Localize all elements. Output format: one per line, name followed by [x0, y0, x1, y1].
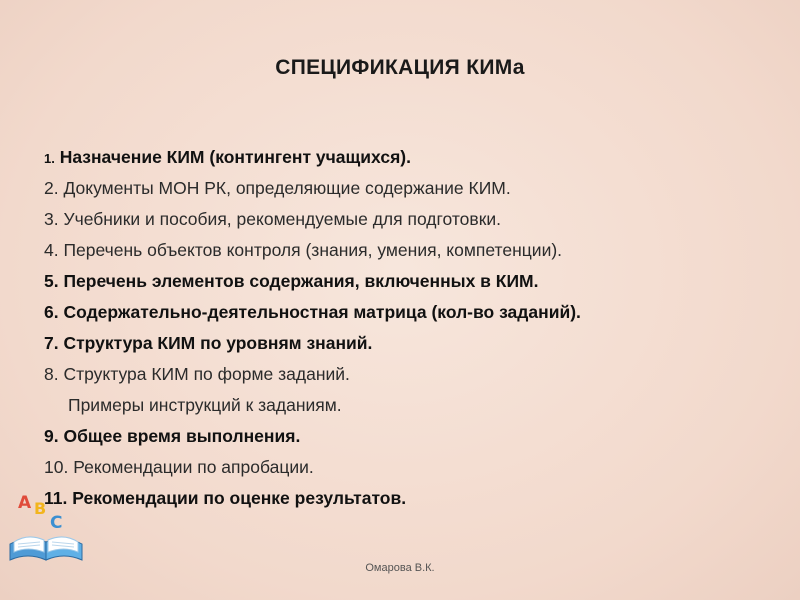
list-item	[44, 142, 784, 173]
list-item	[44, 328, 784, 359]
svg-text:A: A	[18, 493, 32, 513]
item-number: 8.	[44, 364, 59, 384]
item-number: 5.	[44, 271, 59, 291]
item-text: Общее время выполнения.	[58, 426, 301, 446]
abc-book-icon	[6, 486, 86, 566]
item-text: Назначение КИМ (контингент учащихся).	[54, 147, 411, 167]
list-item	[44, 452, 784, 483]
item-text: Рекомендации по оценке результатов.	[67, 488, 407, 508]
item-text: Структура КИМ по форме заданий.	[58, 364, 350, 384]
item-text: Учебники и пособия, рекомендуемые для подготовки.	[58, 209, 501, 229]
item-text: Документы МОН РК, определяющие содержание КИМ.	[58, 178, 511, 198]
list-item	[44, 421, 784, 452]
list-item	[44, 266, 784, 297]
item-number: 4.	[44, 240, 59, 260]
list-item	[44, 204, 784, 235]
item-text: Примеры инструкций к заданиям.	[68, 395, 342, 415]
list-item	[44, 235, 784, 266]
item-number: 9.	[44, 426, 59, 446]
item-text: Перечень объектов контроля (знания, умения, компетенции).	[58, 240, 563, 260]
list-item	[44, 297, 784, 328]
slide-title: СПЕЦИФИКАЦИЯ КИМа	[275, 56, 525, 79]
item-number: 1.	[44, 151, 55, 166]
list-item	[44, 359, 784, 390]
item-text: Перечень элементов содержания, включенных в КИМ.	[58, 271, 539, 291]
item-text: Рекомендации по апробации.	[68, 457, 314, 477]
item-number: 11.	[44, 488, 68, 508]
specification-list	[44, 142, 784, 514]
list-item	[44, 390, 784, 421]
svg-text:B: B	[34, 499, 47, 518]
item-number: 3.	[44, 209, 59, 229]
item-number: 10.	[44, 457, 69, 477]
slide-footer: Омарова В.К.	[365, 562, 435, 574]
item-number: 6.	[44, 302, 59, 322]
item-text: Содержательно-деятельностная матрица (кол-во заданий).	[58, 302, 581, 322]
list-item	[44, 173, 784, 204]
item-number: 2.	[44, 178, 59, 198]
list-item	[44, 483, 784, 514]
item-text: Структура КИМ по уровням знаний.	[58, 333, 373, 353]
item-number: 7.	[44, 333, 59, 353]
svg-text:C: C	[50, 513, 63, 533]
